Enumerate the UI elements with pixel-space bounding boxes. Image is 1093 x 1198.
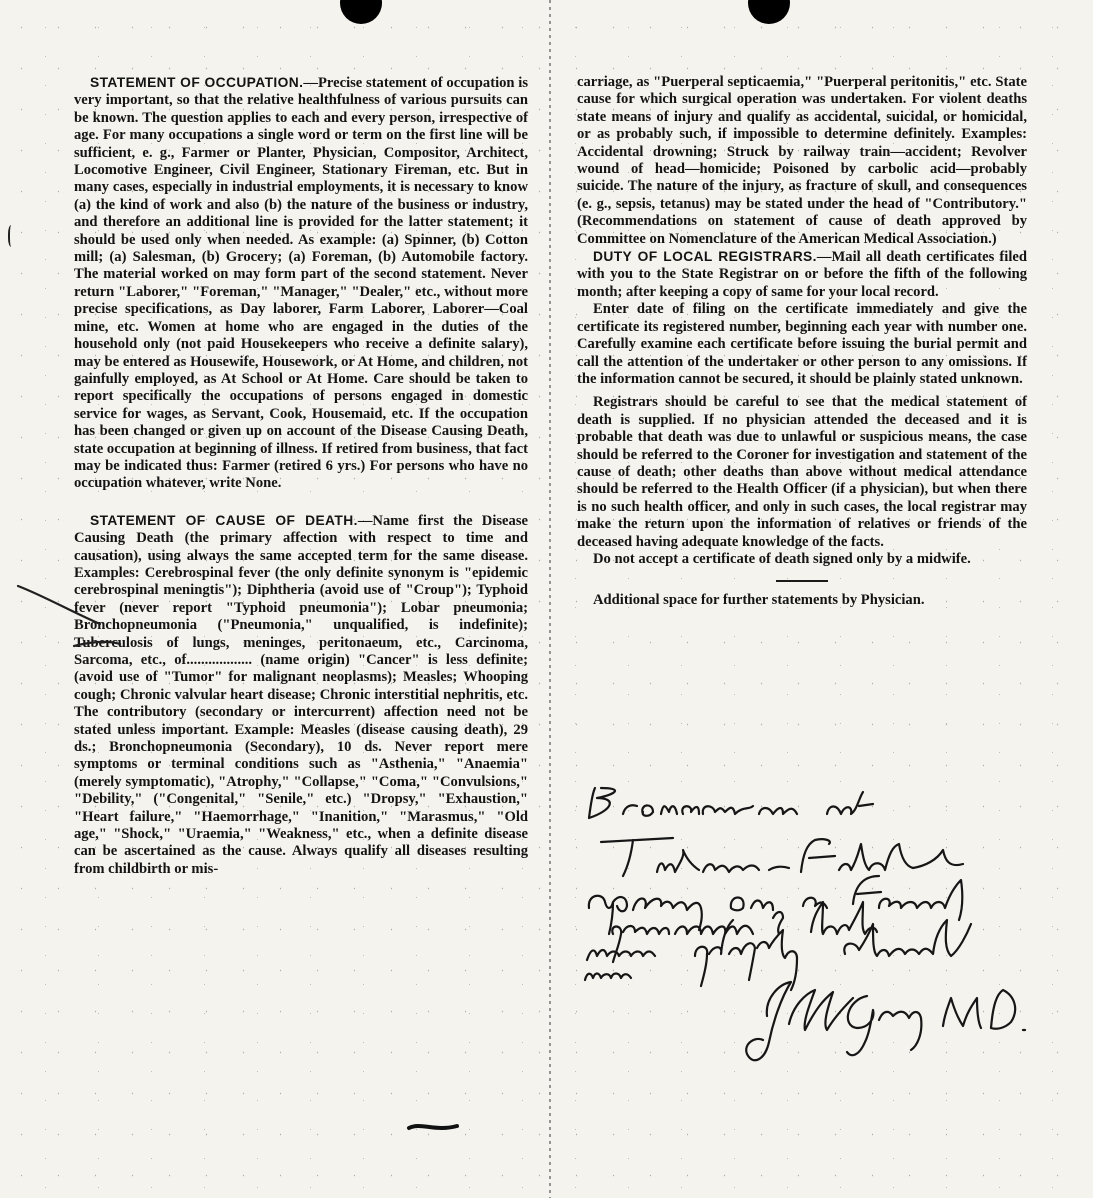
punch-hole-left	[340, 0, 382, 24]
punch-hole-right	[748, 0, 790, 24]
duty-heading: DUTY OF LOCAL REGISTRARS.	[593, 249, 817, 265]
handwritten-physician-statement	[583, 784, 1053, 1114]
right-column	[577, 74, 1027, 610]
cause-of-death-body: —Name first the Disease Causing Death (the primary affection with respect to time and causation), using always the same accepted term for the same disease. Examples: Cerebrospinal fever (the only definite synonym is "epidemic cerebrospinal meningtis"); Diphtheria (avoid use of "Croup"); Typhoid fever (never report "Typhoid pneumonia"); Lobar pneumonia; Bronchopneumonia ("Pneumonia," unqualified, is indefinite); Tuberculosis of lungs, meninges, peritonaeum, etc., Carcinoma, Sarcoma, etc., of.................. (name origin) "Cancer" is less definite; (avoid use of "Tumor" for malignant neoplasms); Measles; Whooping cough; Chronic valvular heart disease; Chronic interstitial nephritis, etc. The contributory (secondary or intercurrent) affection need not be stated unless important. Example: Measles (disease causing death), 29 ds.; Bronchopneumonia (Secondary), 10 ds. Never report mere symptoms or terminal conditions such as "Asthenia," "Anaemia" (merely symptomatic), "Atrophy," "Collapse," "Coma," "Convulsions," "Debility," ("Congenital," "Senile," etc.) "Dropsy," "Exhaustion," "Heart failure," "Haemorrhage," "Inanition," "Marasmus," "Old age," "Shock," "Uraemia," "Weakness," etc., when a definite disease can be ascertained as the cause. Always qualify all diseases resulting from childbirth or mis-	[74, 512, 528, 877]
ink-smudge	[405, 1118, 465, 1138]
occupation-paragraph	[74, 74, 528, 493]
cause-of-death-heading: STATEMENT OF CAUSE OF DEATH.	[90, 512, 358, 528]
duty-paragraph	[577, 248, 1027, 301]
margin-arrow-mark	[14, 580, 124, 660]
registrars-careful-paragraph: Registrars should be careful to see that the medical statement of death is supplied. If no physician attended the deceased and it is probable that death was due to unlawful or suspicious means, the case should be referred to the Coroner for investigation and statement of the cause of death; other deaths than above without medical attendance should be referred to the Health Officer (if a physician), but when there is no such health officer, and only in such cases, the local registrar may make the return upon the information of relatives or friends of the deceased having adequate knowledge of the facts.	[577, 394, 1027, 550]
midwife-paragraph: Do not accept a certificate of death signed only by a midwife.	[593, 550, 971, 567]
section-divider	[776, 580, 828, 582]
duty-body: —Mail all death certificates filed with you to the State Registrar on or before the fifth of the following month; after keeping a copy of same for your local record.	[577, 249, 1027, 300]
handwriting-drawing	[583, 784, 1053, 1114]
left-column	[74, 74, 528, 878]
cause-of-death-paragraph	[74, 512, 528, 879]
occupation-body: —Precise statement of occupation is very important, so that the relative healthfulness of various pursuits can be known. The question applies to each and every person, irrespective of age. For many occupations a single word or term on the first line will be sufficient, e. g., Farmer or Planter, Physician, Compositor, Architect, Locomotive Engineer, Civil Engineer, Stationary Fireman, etc. But in many cases, especially in industrial employments, it is necessary to know (a) the kind of work and also (b) the nature of the business or industry, and therefore an additional line is provided for the latter statement; it should be used only when needed. As example: (a) Spinner, (b) Cotton mill; (a) Salesman, (b) Grocery; (a) Foreman, (b) Automobile factory. The material worked on may form part of the second statement. Never return "Laborer," "Foreman," "Manager," "Dealer," etc., without more precise specifications, as Day laborer, Farm Laborer, Laborer—Coal mine, etc. Women at home who are engaged in the duties of the household only (not paid Housekeepers who receive a definite salary), may be entered as Housewife, Housework, or At Home, and children, not gainfully employed, as At School or At Home. Care should be taken to report specifically the occupations of persons engaged in domestic service for wages, as Servant, Cook, Housemaid, etc. If the occupation has been changed or given up on account of the Disease Causing Death, state occupation at beginning of illness. If retired from business, that fact may be indicated thus: Farmer (retired 6 yrs.) For persons who have no occupation whatever, write None.	[74, 75, 528, 492]
continuation-paragraph: carriage, as "Puerperal septicaemia," "Puerperal peritonitis," etc. State cause for which surgical operation was undertaken. For violent deaths state means of injury and qualify as accidental, suicidal, or homicidal, or as probably such, if impossible to determine definitely. Examples: Accidental drowning; Struck by railway train—accident; Revolver wound of head—homicide; Poisoned by carbolic acid—probably suicide. The nature of the injury, as fracture of skull, and consequences (e. g., sepsis, tetanus) may be stated under the head of "Contributory." (Recommendations on statement of cause of death approved by Committee on Nomenclature of the American Medical Association.)	[577, 74, 1027, 247]
page-fold-line	[549, 0, 551, 1198]
occupation-heading: STATEMENT OF OCCUPATION.	[90, 75, 304, 90]
additional-space-label: Additional space for further statements by Physician.	[593, 592, 925, 609]
enter-date-paragraph: Enter date of filing on the certificate immediately and give the certificate its registered number, beginning each year with number one. Carefully examine each certificate before issuing the burial permit and call the attention of the undertaker or other person to any omissions. If the information cannot be secured, it should be plainly stated unknown.	[577, 301, 1027, 387]
margin-mark	[8, 225, 16, 247]
